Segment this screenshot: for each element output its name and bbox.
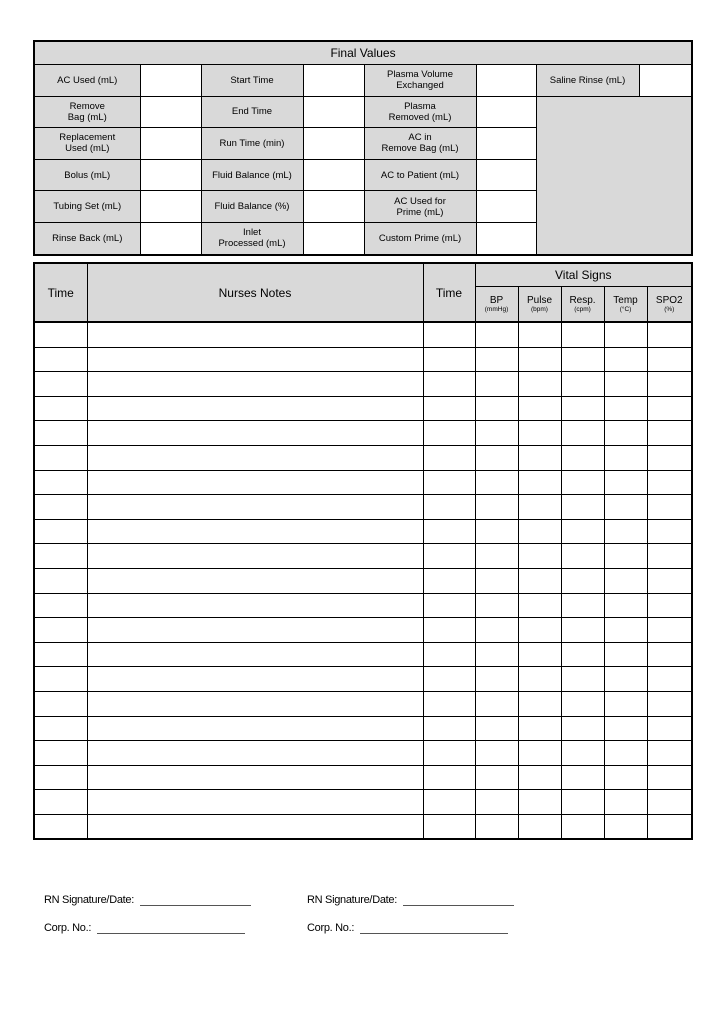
final-value-field[interactable] bbox=[303, 96, 364, 128]
nurses-notes-header: Nurses Notes bbox=[87, 263, 423, 322]
note-cell[interactable] bbox=[87, 691, 423, 716]
note-row bbox=[34, 347, 692, 372]
resp-cell[interactable] bbox=[561, 347, 604, 372]
temp-cell[interactable] bbox=[604, 716, 647, 741]
note-cell[interactable] bbox=[87, 421, 423, 446]
resp-cell[interactable] bbox=[561, 568, 604, 593]
final-value-label: AC Used (mL) bbox=[34, 65, 140, 97]
note-row bbox=[34, 618, 692, 643]
resp-cell[interactable] bbox=[561, 445, 604, 470]
note-cell[interactable] bbox=[87, 642, 423, 667]
final-values-title: Final Values bbox=[34, 41, 692, 65]
temp-cell[interactable] bbox=[604, 372, 647, 397]
final-value-field[interactable] bbox=[140, 96, 201, 128]
vital-sign-label: BP bbox=[489, 294, 504, 306]
rn-signature-2[interactable] bbox=[307, 893, 514, 906]
spo2-cell[interactable] bbox=[647, 790, 692, 815]
final-value-label: Bolus (mL) bbox=[34, 159, 140, 191]
note-row bbox=[34, 519, 692, 544]
spo2-cell[interactable] bbox=[647, 495, 692, 520]
temp-cell[interactable] bbox=[604, 396, 647, 421]
final-value-label: AC in Remove Bag (mL) bbox=[364, 128, 476, 160]
time-cell[interactable] bbox=[34, 814, 87, 839]
time-cell[interactable] bbox=[34, 445, 87, 470]
final-value-label: Tubing Set (mL) bbox=[34, 191, 140, 223]
note-cell[interactable] bbox=[87, 396, 423, 421]
final-value-field[interactable] bbox=[476, 65, 536, 97]
temp-cell[interactable] bbox=[604, 568, 647, 593]
time-cell[interactable] bbox=[34, 396, 87, 421]
temp-cell[interactable] bbox=[604, 347, 647, 372]
temp-cell[interactable] bbox=[604, 593, 647, 618]
resp-cell[interactable] bbox=[561, 716, 604, 741]
resp-cell[interactable] bbox=[561, 741, 604, 766]
note-row bbox=[34, 814, 692, 839]
bp-cell[interactable] bbox=[475, 814, 518, 839]
bp-cell[interactable] bbox=[475, 568, 518, 593]
time2-cell[interactable] bbox=[423, 790, 475, 815]
pulse-cell[interactable] bbox=[518, 765, 561, 790]
spo2-cell[interactable] bbox=[647, 618, 692, 643]
nurses-notes-table bbox=[33, 262, 693, 840]
time-cell[interactable] bbox=[34, 765, 87, 790]
bp-cell[interactable] bbox=[475, 667, 518, 692]
final-value-field[interactable] bbox=[303, 128, 364, 160]
time2-cell[interactable] bbox=[423, 568, 475, 593]
spo2-cell[interactable] bbox=[647, 667, 692, 692]
vital-sign-unit: (cpm) bbox=[574, 305, 591, 313]
note-row bbox=[34, 790, 692, 815]
time-cell[interactable] bbox=[34, 322, 87, 347]
bp-cell[interactable] bbox=[475, 470, 518, 495]
resp-cell[interactable] bbox=[561, 544, 604, 569]
note-row bbox=[34, 322, 692, 347]
bp-cell[interactable] bbox=[475, 372, 518, 397]
note-cell[interactable] bbox=[87, 790, 423, 815]
spo2-cell[interactable] bbox=[647, 322, 692, 347]
vital-sign-unit: (bpm) bbox=[531, 305, 548, 313]
pulse-cell[interactable] bbox=[518, 544, 561, 569]
final-value-label: End Time bbox=[201, 96, 303, 128]
spo2-cell[interactable] bbox=[647, 642, 692, 667]
final-value-field[interactable] bbox=[140, 191, 201, 223]
temp-cell[interactable] bbox=[604, 322, 647, 347]
final-value-field[interactable] bbox=[303, 159, 364, 191]
time-cell[interactable] bbox=[34, 618, 87, 643]
pulse-cell[interactable] bbox=[518, 396, 561, 421]
temp-cell[interactable] bbox=[604, 470, 647, 495]
temp-cell[interactable] bbox=[604, 421, 647, 446]
time2-cell[interactable] bbox=[423, 396, 475, 421]
spo2-cell[interactable] bbox=[647, 568, 692, 593]
pulse-cell[interactable] bbox=[518, 642, 561, 667]
note-row bbox=[34, 593, 692, 618]
time2-cell[interactable] bbox=[423, 667, 475, 692]
final-value-label: Plasma Removed (mL) bbox=[364, 96, 476, 128]
vital-sign-unit: (mmHg) bbox=[484, 305, 509, 313]
time-cell[interactable] bbox=[34, 667, 87, 692]
pulse-cell[interactable] bbox=[518, 372, 561, 397]
pulse-cell[interactable] bbox=[518, 691, 561, 716]
final-value-label: Run Time (min) bbox=[201, 128, 303, 160]
note-cell[interactable] bbox=[87, 470, 423, 495]
resp-cell[interactable] bbox=[561, 593, 604, 618]
rn-signature-label-2: RN Signature/Date: bbox=[307, 894, 397, 906]
bp-cell[interactable] bbox=[475, 495, 518, 520]
final-value-label: Inlet Processed (mL) bbox=[201, 222, 303, 254]
note-row bbox=[34, 396, 692, 421]
note-cell[interactable] bbox=[87, 495, 423, 520]
final-value-field[interactable] bbox=[303, 191, 364, 223]
vital-sign-header bbox=[561, 287, 604, 323]
note-cell[interactable] bbox=[87, 519, 423, 544]
note-cell[interactable] bbox=[87, 667, 423, 692]
time-cell[interactable] bbox=[34, 470, 87, 495]
note-row bbox=[34, 372, 692, 397]
note-cell[interactable] bbox=[87, 372, 423, 397]
temp-cell[interactable] bbox=[604, 618, 647, 643]
resp-cell[interactable] bbox=[561, 790, 604, 815]
pulse-cell[interactable] bbox=[518, 347, 561, 372]
note-row bbox=[34, 445, 692, 470]
final-value-label: Plasma Volume Exchanged bbox=[364, 65, 476, 97]
final-values-row bbox=[34, 65, 692, 97]
time-cell[interactable] bbox=[34, 347, 87, 372]
resp-cell[interactable] bbox=[561, 691, 604, 716]
note-cell[interactable] bbox=[87, 544, 423, 569]
final-value-label: Remove Bag (mL) bbox=[34, 96, 140, 128]
resp-cell[interactable] bbox=[561, 322, 604, 347]
note-cell[interactable] bbox=[87, 322, 423, 347]
temp-cell[interactable] bbox=[604, 765, 647, 790]
final-value-label: Saline Rinse (mL) bbox=[536, 65, 639, 97]
temp-cell[interactable] bbox=[604, 519, 647, 544]
corp-number-label-2: Corp. No.: bbox=[307, 922, 355, 934]
pulse-cell[interactable] bbox=[518, 519, 561, 544]
final-value-label: Fluid Balance (%) bbox=[201, 191, 303, 223]
vital-signs-header: Vital Signs bbox=[475, 263, 692, 287]
corp-number-line-2[interactable] bbox=[360, 921, 508, 934]
time-cell[interactable] bbox=[34, 642, 87, 667]
temp-cell[interactable] bbox=[604, 667, 647, 692]
vital-sign-header bbox=[604, 287, 647, 323]
final-value-field[interactable] bbox=[140, 128, 201, 160]
final-value-field[interactable] bbox=[639, 65, 692, 97]
resp-cell[interactable] bbox=[561, 618, 604, 643]
bp-cell[interactable] bbox=[475, 741, 518, 766]
final-value-label: Custom Prime (mL) bbox=[364, 222, 476, 254]
pulse-cell[interactable] bbox=[518, 618, 561, 643]
time2-cell[interactable] bbox=[423, 495, 475, 520]
bp-cell[interactable] bbox=[475, 618, 518, 643]
time2-cell[interactable] bbox=[423, 642, 475, 667]
spo2-cell[interactable] bbox=[647, 741, 692, 766]
resp-cell[interactable] bbox=[561, 667, 604, 692]
final-values-table bbox=[33, 40, 693, 256]
pulse-cell[interactable] bbox=[518, 814, 561, 839]
note-row bbox=[34, 421, 692, 446]
time2-cell[interactable] bbox=[423, 322, 475, 347]
resp-cell[interactable] bbox=[561, 421, 604, 446]
time-cell[interactable] bbox=[34, 519, 87, 544]
note-cell[interactable] bbox=[87, 347, 423, 372]
resp-cell[interactable] bbox=[561, 470, 604, 495]
vital-sign-label: Temp bbox=[613, 294, 638, 306]
bp-cell[interactable] bbox=[475, 593, 518, 618]
temp-cell[interactable] bbox=[604, 642, 647, 667]
spo2-cell[interactable] bbox=[647, 765, 692, 790]
final-value-field[interactable] bbox=[476, 128, 536, 160]
final-value-field[interactable] bbox=[476, 191, 536, 223]
vital-sign-header bbox=[518, 287, 561, 323]
time-cell[interactable] bbox=[34, 593, 87, 618]
note-cell[interactable] bbox=[87, 593, 423, 618]
note-row bbox=[34, 741, 692, 766]
time2-cell[interactable] bbox=[423, 544, 475, 569]
spo2-cell[interactable] bbox=[647, 716, 692, 741]
note-row bbox=[34, 470, 692, 495]
final-value-label: Rinse Back (mL) bbox=[34, 222, 140, 254]
spo2-cell[interactable] bbox=[647, 347, 692, 372]
bp-cell[interactable] bbox=[475, 716, 518, 741]
pulse-cell[interactable] bbox=[518, 568, 561, 593]
spo2-cell[interactable] bbox=[647, 814, 692, 839]
rn-signature-label-1: RN Signature/Date: bbox=[44, 894, 134, 906]
pulse-cell[interactable] bbox=[518, 470, 561, 495]
final-value-label: AC to Patient (mL) bbox=[364, 159, 476, 191]
time-cell[interactable] bbox=[34, 544, 87, 569]
note-cell[interactable] bbox=[87, 765, 423, 790]
pulse-cell[interactable] bbox=[518, 495, 561, 520]
note-row bbox=[34, 667, 692, 692]
note-cell[interactable] bbox=[87, 716, 423, 741]
resp-cell[interactable] bbox=[561, 814, 604, 839]
spo2-cell[interactable] bbox=[647, 519, 692, 544]
rn-signature-line-1[interactable] bbox=[140, 893, 251, 906]
time2-cell[interactable] bbox=[423, 618, 475, 643]
note-row bbox=[34, 765, 692, 790]
time-cell[interactable] bbox=[34, 421, 87, 446]
time2-cell[interactable] bbox=[423, 519, 475, 544]
final-value-field[interactable] bbox=[140, 222, 201, 254]
final-values-row bbox=[34, 96, 692, 128]
temp-cell[interactable] bbox=[604, 445, 647, 470]
bp-cell[interactable] bbox=[475, 347, 518, 372]
pulse-cell[interactable] bbox=[518, 322, 561, 347]
spo2-cell[interactable] bbox=[647, 691, 692, 716]
spo2-cell[interactable] bbox=[647, 445, 692, 470]
time2-cell[interactable] bbox=[423, 347, 475, 372]
note-row bbox=[34, 642, 692, 667]
note-row bbox=[34, 568, 692, 593]
note-cell[interactable] bbox=[87, 445, 423, 470]
pulse-cell[interactable] bbox=[518, 445, 561, 470]
bp-cell[interactable] bbox=[475, 790, 518, 815]
spo2-cell[interactable] bbox=[647, 470, 692, 495]
resp-cell[interactable] bbox=[561, 396, 604, 421]
temp-cell[interactable] bbox=[604, 691, 647, 716]
corp-number-line-1[interactable] bbox=[97, 921, 245, 934]
shaded-empty-area bbox=[536, 96, 692, 254]
vital-sign-label: SPO2 bbox=[655, 294, 683, 306]
final-value-label: Replacement Used (mL) bbox=[34, 128, 140, 160]
time-header: Time bbox=[34, 263, 87, 322]
note-row bbox=[34, 716, 692, 741]
final-value-field[interactable] bbox=[476, 222, 536, 254]
time-cell[interactable] bbox=[34, 568, 87, 593]
resp-cell[interactable] bbox=[561, 519, 604, 544]
time-cell[interactable] bbox=[34, 372, 87, 397]
time-cell[interactable] bbox=[34, 716, 87, 741]
vital-sign-label: Pulse bbox=[526, 294, 552, 306]
bp-cell[interactable] bbox=[475, 421, 518, 446]
pulse-cell[interactable] bbox=[518, 421, 561, 446]
pulse-cell[interactable] bbox=[518, 593, 561, 618]
vital-sign-header bbox=[647, 287, 692, 323]
final-value-field[interactable] bbox=[476, 159, 536, 191]
final-value-field[interactable] bbox=[140, 65, 201, 97]
pulse-cell[interactable] bbox=[518, 716, 561, 741]
time2-cell[interactable] bbox=[423, 470, 475, 495]
spo2-cell[interactable] bbox=[647, 421, 692, 446]
final-value-field[interactable] bbox=[303, 65, 364, 97]
time2-cell[interactable] bbox=[423, 814, 475, 839]
time2-cell[interactable] bbox=[423, 691, 475, 716]
time2-cell[interactable] bbox=[423, 593, 475, 618]
time2-cell[interactable] bbox=[423, 421, 475, 446]
note-row bbox=[34, 495, 692, 520]
final-value-field[interactable] bbox=[476, 96, 536, 128]
spo2-cell[interactable] bbox=[647, 593, 692, 618]
time2-cell[interactable] bbox=[423, 765, 475, 790]
spo2-cell[interactable] bbox=[647, 396, 692, 421]
note-row bbox=[34, 544, 692, 569]
bp-cell[interactable] bbox=[475, 445, 518, 470]
time2-cell[interactable] bbox=[423, 741, 475, 766]
time2-cell[interactable] bbox=[423, 445, 475, 470]
rn-signature-line-2[interactable] bbox=[403, 893, 514, 906]
final-value-field[interactable] bbox=[140, 159, 201, 191]
bp-cell[interactable] bbox=[475, 544, 518, 569]
resp-cell[interactable] bbox=[561, 642, 604, 667]
time-cell[interactable] bbox=[34, 790, 87, 815]
vital-sign-header bbox=[475, 287, 518, 323]
pulse-cell[interactable] bbox=[518, 741, 561, 766]
bp-cell[interactable] bbox=[475, 519, 518, 544]
vital-sign-label: Resp. bbox=[569, 294, 596, 306]
final-value-label: Fluid Balance (mL) bbox=[201, 159, 303, 191]
spo2-cell[interactable] bbox=[647, 544, 692, 569]
final-value-label: AC Used for Prime (mL) bbox=[364, 191, 476, 223]
bp-cell[interactable] bbox=[475, 642, 518, 667]
resp-cell[interactable] bbox=[561, 765, 604, 790]
note-cell[interactable] bbox=[87, 741, 423, 766]
note-cell[interactable] bbox=[87, 568, 423, 593]
corp-number-1[interactable] bbox=[44, 921, 245, 934]
pulse-cell[interactable] bbox=[518, 790, 561, 815]
note-cell[interactable] bbox=[87, 618, 423, 643]
time2-header: Time bbox=[423, 263, 475, 322]
corp-number-label-1: Corp. No.: bbox=[44, 922, 92, 934]
final-value-label: Start Time bbox=[201, 65, 303, 97]
bp-cell[interactable] bbox=[475, 322, 518, 347]
time2-cell[interactable] bbox=[423, 716, 475, 741]
note-cell[interactable] bbox=[87, 814, 423, 839]
temp-cell[interactable] bbox=[604, 741, 647, 766]
resp-cell[interactable] bbox=[561, 372, 604, 397]
time-cell[interactable] bbox=[34, 691, 87, 716]
time-cell[interactable] bbox=[34, 495, 87, 520]
temp-cell[interactable] bbox=[604, 495, 647, 520]
final-value-field[interactable] bbox=[303, 222, 364, 254]
bp-cell[interactable] bbox=[475, 396, 518, 421]
time2-cell[interactable] bbox=[423, 372, 475, 397]
resp-cell[interactable] bbox=[561, 495, 604, 520]
vital-sign-unit: (°C) bbox=[619, 305, 632, 313]
temp-cell[interactable] bbox=[604, 790, 647, 815]
note-row bbox=[34, 691, 692, 716]
spo2-cell[interactable] bbox=[647, 372, 692, 397]
temp-cell[interactable] bbox=[604, 544, 647, 569]
bp-cell[interactable] bbox=[475, 765, 518, 790]
rn-signature-1[interactable] bbox=[44, 893, 251, 906]
bp-cell[interactable] bbox=[475, 691, 518, 716]
corp-number-2[interactable] bbox=[307, 921, 508, 934]
time-cell[interactable] bbox=[34, 741, 87, 766]
vital-sign-unit: (%) bbox=[664, 305, 675, 313]
temp-cell[interactable] bbox=[604, 814, 647, 839]
pulse-cell[interactable] bbox=[518, 667, 561, 692]
